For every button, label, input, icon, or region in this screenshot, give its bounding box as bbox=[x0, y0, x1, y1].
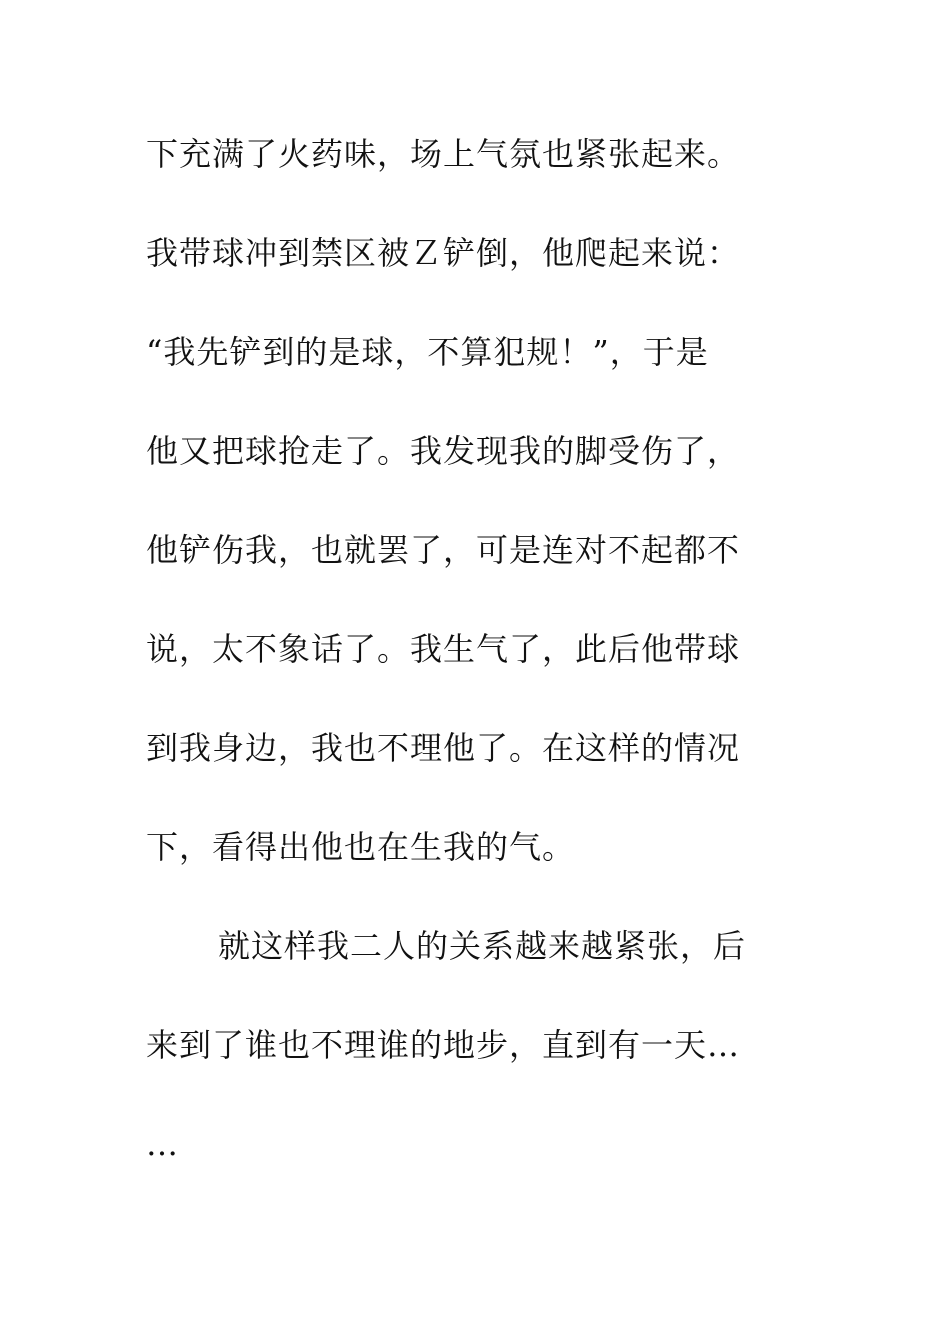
text-line: “我先铲到的是球，不算犯规！”，于是 bbox=[146, 333, 709, 371]
body-text bbox=[146, 128, 816, 1217]
text-line: 到我身边，我也不理他了。在这样的情况 bbox=[146, 729, 741, 767]
text-line: 说，太不象话了。我生气了，此后他带球 bbox=[146, 630, 741, 668]
text-line: 他铲伤我，也就罢了，可是连对不起都不 bbox=[146, 531, 741, 569]
text-line: 来到了谁也不理谁的地步，直到有一天… bbox=[146, 1026, 741, 1064]
paragraph-start-line: 就这样我二人的关系越来越紧张，后 bbox=[218, 927, 747, 965]
text-line: 下充满了火药味，场上气氛也紧张起来。 bbox=[146, 135, 741, 173]
text-line: … bbox=[146, 1125, 179, 1163]
text-line: 下，看得出他也在生我的气。 bbox=[146, 828, 576, 866]
text-line: 我带球冲到禁区被Ｚ铲倒，他爬起来说： bbox=[146, 234, 741, 272]
text-line: 他又把球抢走了。我发现我的脚受伤了， bbox=[146, 432, 741, 470]
